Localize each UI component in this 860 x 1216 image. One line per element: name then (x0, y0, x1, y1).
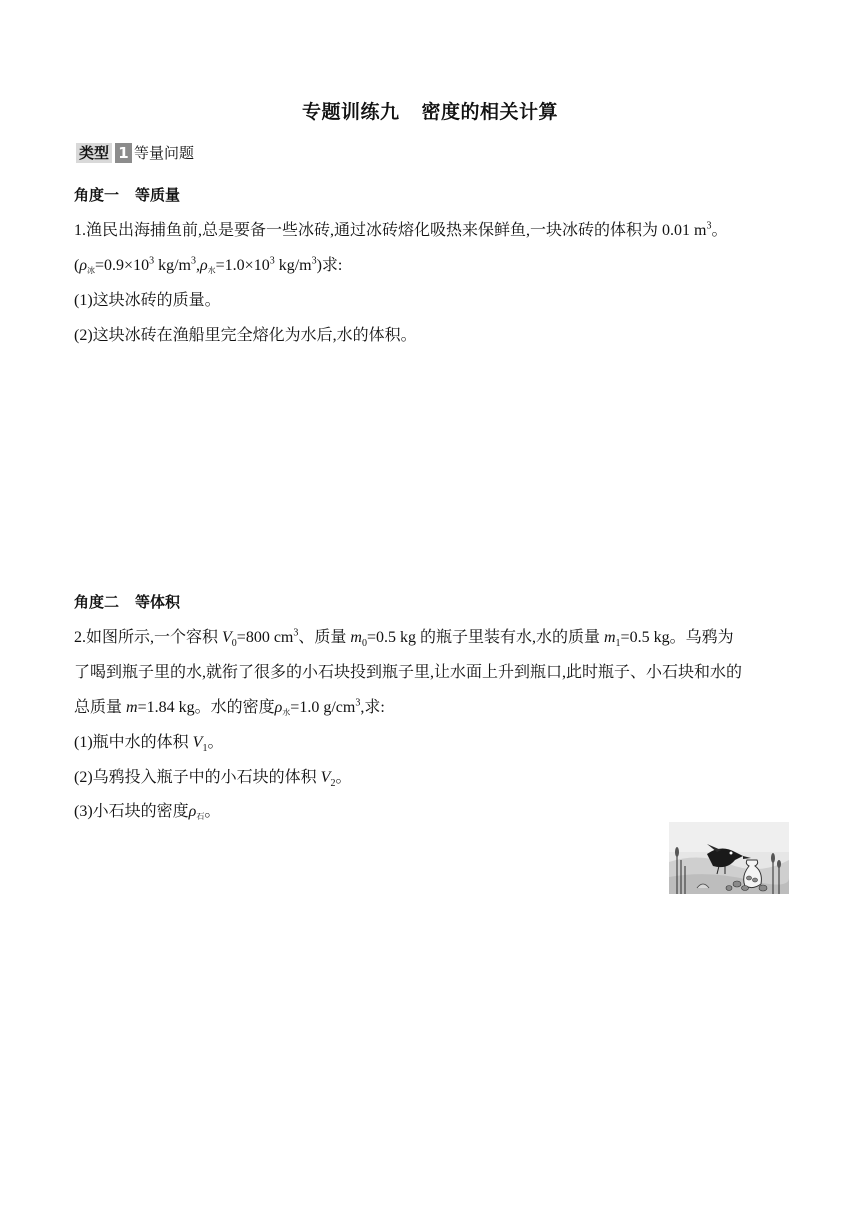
angle1-name: 等质量 (135, 186, 181, 204)
rho-ice-value: =0.9×10 (95, 257, 150, 274)
rho-ice-symbol: ρ (79, 257, 88, 274)
type-number-badge: 1 (115, 143, 132, 163)
v2-sub: 2 (330, 778, 336, 790)
m0-symbol: m (350, 629, 362, 646)
q2-p1-text: (1)瓶中水的体积 (74, 734, 193, 751)
type-section-header (76, 142, 194, 163)
q1-paren-close: )求: (316, 257, 343, 274)
m1-sub: 1 (615, 638, 621, 650)
v0-symbol: V (222, 629, 232, 646)
rho-ice-exp: 3 (149, 255, 155, 267)
q1-stem-sup: 3 (706, 220, 712, 232)
q2-l1-b: =800 cm (236, 629, 294, 646)
q1-given (74, 252, 342, 276)
m0-sub: 0 (361, 638, 367, 650)
v1-sub: 1 (202, 743, 208, 755)
rho-stone-symbol: ρ (188, 803, 197, 820)
type-label: 类型 (76, 143, 112, 163)
q2-line1 (74, 624, 734, 650)
q2-p1-end: 。 (207, 734, 224, 751)
rho-water2-sub: 水 (282, 708, 291, 717)
rho-water-sub: 水 (207, 266, 216, 275)
q1-stem-text: 1.渔民出海捕鱼前,总是要备一些冰砖,通过冰砖熔化吸热来保鲜鱼,一块冰砖的体积为 0.01 m (74, 222, 707, 239)
q1-part2: (2)这块冰砖在渔船里完全熔化为水后,水的体积。 (74, 327, 417, 344)
q2-p3-text: (3)小石块的密度 (74, 803, 189, 820)
q2-part2 (74, 764, 352, 790)
type-name: 等量问题 (134, 144, 195, 162)
rho-water-unit: kg/m (274, 257, 312, 274)
v2-symbol: V (320, 769, 331, 786)
q2-l3-c: =1.0 g/cm (290, 699, 356, 716)
title-part1: 专题训练九 (301, 101, 400, 123)
angle2-name: 等体积 (135, 593, 181, 611)
q1-stem-end: 。 (711, 222, 728, 239)
q2-line3 (74, 694, 385, 718)
q1-part1: (1)这块冰砖的质量。 (74, 292, 221, 309)
rho-water-value: =1.0×10 (215, 257, 270, 274)
q2-l3-b: =1.84 kg。水的密度 (137, 699, 275, 716)
q2-p2-text: (2)乌鸦投入瓶子中的小石块的体积 (74, 769, 321, 786)
rho-stone-sub: 石 (196, 812, 205, 821)
q1-stem (74, 217, 727, 240)
q2-l1-e: =0.5 kg。乌鸦为 (620, 629, 734, 646)
q2-part1 (74, 729, 224, 755)
q2-part3 (74, 798, 220, 822)
q2-p2-end: 。 (335, 769, 352, 786)
page-title (0, 97, 860, 124)
v0-sub: 0 (231, 638, 237, 650)
angle1-heading (74, 184, 180, 205)
rho-ice-unit-exp: 3 (190, 255, 196, 267)
angle2-heading (74, 591, 180, 612)
title-part2: 密度的相关计算 (421, 101, 559, 123)
rho-water-symbol: ρ (199, 257, 208, 274)
q2-p3-end: 。 (204, 803, 221, 820)
q2-l3-d: ,求: (360, 699, 385, 716)
rho-water-exp: 3 (269, 255, 275, 267)
v1-symbol: V (192, 734, 203, 751)
rho-ice-unit: kg/m (154, 257, 191, 274)
angle1-label: 角度一 (74, 186, 120, 204)
q1-sep: , (195, 257, 200, 274)
q1-paren-open: ( (74, 257, 80, 274)
cm3-exp: 3 (293, 627, 299, 639)
m-symbol: m (126, 699, 138, 716)
angle2-label: 角度二 (74, 593, 120, 611)
q2-l1-d: =0.5 kg 的瓶子里装有水,水的质量 (366, 629, 604, 646)
gcm3-exp: 3 (355, 697, 361, 709)
m1-symbol: m (603, 629, 616, 646)
crow-and-bottle-illustration (669, 822, 789, 894)
rho-water2-symbol: ρ (274, 699, 283, 716)
rho-ice-sub: 冰 (87, 266, 96, 275)
rho-water-unit-exp: 3 (311, 255, 317, 267)
q2-l1-c: 、质量 (298, 629, 351, 646)
q2-l3-a: 总质量 (74, 699, 127, 716)
q2-line2: 了喝到瓶子里的水,就衔了很多的小石块投到瓶子里,让水面上升到瓶口,此时瓶子、小石块和水的 (74, 664, 743, 681)
q2-l1-a: 2.如图所示,一个容积 (74, 629, 223, 646)
